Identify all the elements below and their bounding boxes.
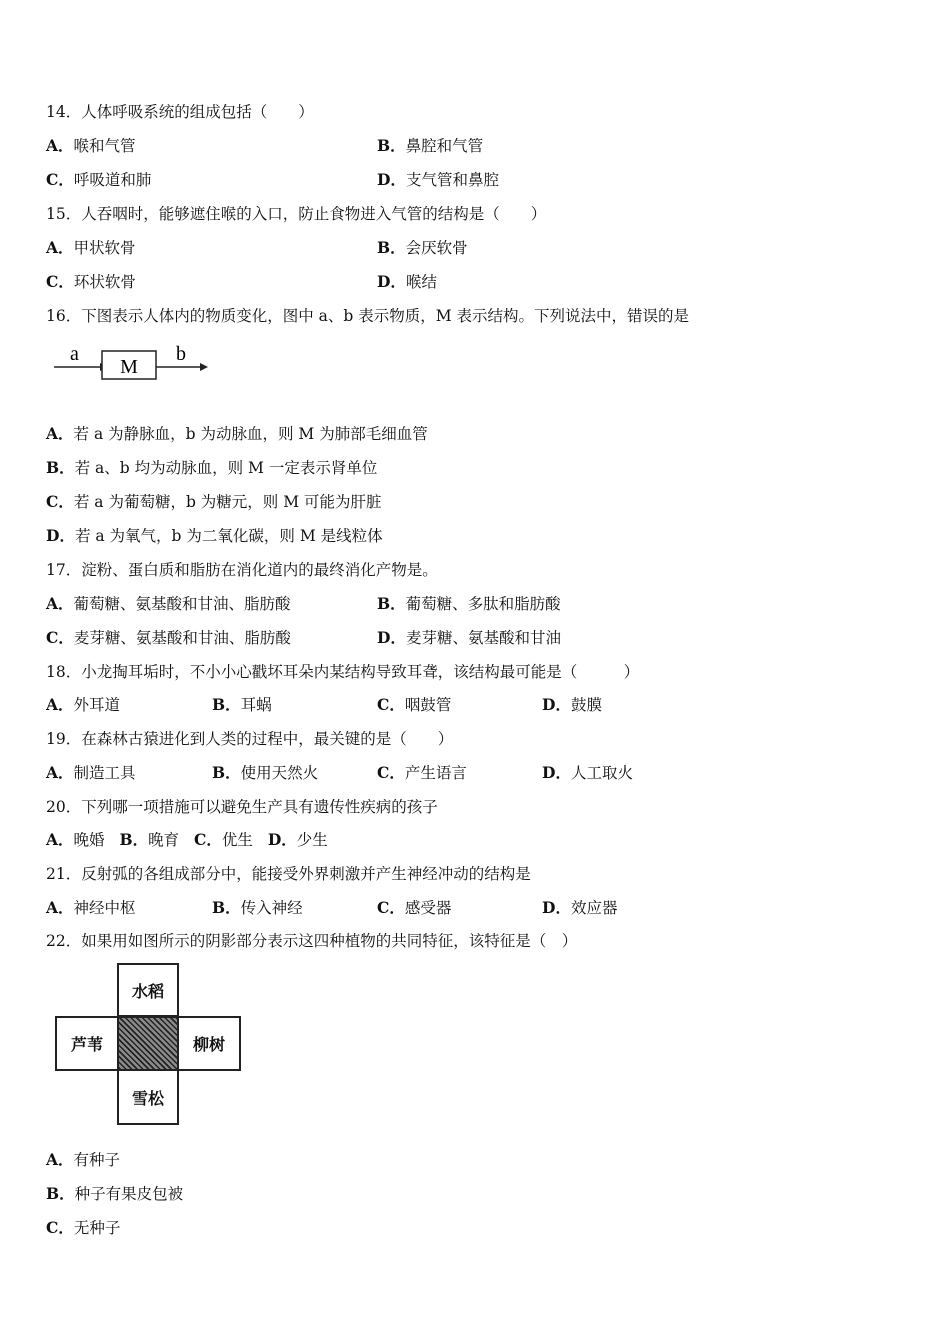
right-box-willow: 柳树 — [177, 1016, 241, 1071]
output-arrow-head — [200, 363, 208, 371]
q19-option-d: D．人工取火 — [542, 763, 633, 782]
q19-option-c: C．产生语言 — [377, 763, 467, 782]
q14-option-c: C．呼吸道和肺 — [46, 170, 152, 189]
material-flow-diagram — [50, 342, 212, 392]
input-label: a — [70, 343, 79, 365]
question-22-stem: 22．如果用如图所示的阴影部分表示这四种植物的共同特征，该特征是（ ） — [46, 932, 578, 950]
q21-option-d: D．效应器 — [542, 898, 618, 917]
question-20-stem: 20．下列哪一项措施可以避免生产具有遗传性疾病的孩子 — [46, 798, 438, 816]
q17-option-c: C．麦芽糖、氨基酸和甘油、脂肪酸 — [46, 628, 291, 647]
q14-option-a: A．喉和气管 — [46, 136, 136, 155]
question-16-stem: 16．下图表示人体内的物质变化，图中 a、b 表示物质，M 表示结构。下列说法中，错误的是 — [46, 307, 690, 325]
q19-option-a: A．制造工具 — [46, 763, 136, 782]
output-label: b — [176, 343, 186, 365]
top-box-rice: 水稻 — [117, 963, 179, 1017]
q20-option-c: C．优生 — [194, 830, 253, 849]
q18-option-c: C．咽鼓管 — [377, 695, 452, 714]
q22-option-c: C．无种子 — [46, 1218, 121, 1237]
question-18-stem: 18．小龙掏耳垢时，不小小心戳坏耳朵内某结构导致耳聋，该结构最可能是（ ） — [46, 663, 640, 681]
bottom-box-cedar: 雪松 — [117, 1069, 179, 1125]
q17-option-b: B．葡萄糖、多肽和脂肪酸 — [377, 594, 561, 613]
structure-m-label: M — [120, 356, 138, 378]
plant-cross-diagram — [55, 963, 241, 1125]
q16-option-a: A．若 a 为静脉血，b 为动脉血，则 M 为肺部毛细血管 — [46, 424, 428, 443]
q14-option-b: B．鼻腔和气管 — [377, 136, 484, 155]
q21-option-a: A．神经中枢 — [46, 898, 136, 917]
q18-option-a: A．外耳道 — [46, 695, 121, 714]
q18-option-b: B．耳蜗 — [212, 695, 272, 714]
question-19-stem: 19．在森林古猿进化到人类的过程中，最关键的是（ ） — [46, 730, 454, 748]
q17-option-d: D．麦芽糖、氨基酸和甘油 — [377, 628, 561, 647]
q17-option-a: A．葡萄糖、氨基酸和甘油、脂肪酸 — [46, 594, 291, 613]
q15-option-d: D．喉结 — [377, 272, 437, 291]
q16-option-d: D．若 a 为氧气，b 为二氧化碳，则 M 是线粒体 — [46, 526, 383, 545]
q19-option-b: B．使用天然火 — [212, 763, 319, 782]
q16-option-c: C．若 a 为葡萄糖，b 为糖元，则 M 可能为肝脏 — [46, 492, 382, 511]
q15-option-a: A．甲状软骨 — [46, 238, 136, 257]
q22-option-a: A．有种子 — [46, 1150, 121, 1169]
q20-option-d: D．少生 — [267, 830, 328, 849]
question-17-stem: 17．淀粉、蛋白质和脂肪在消化道内的最终消化产物是。 — [46, 561, 438, 579]
question-21-stem: 21．反射弧的各组成部分中，能接受外界刺激并产生神经冲动的结构是 — [46, 865, 531, 883]
shaded-common-area — [117, 1016, 179, 1071]
q21-option-c: C．感受器 — [377, 898, 452, 917]
q18-option-d: D．鼓膜 — [542, 695, 602, 714]
q20-option-b: B．晚育 — [119, 830, 180, 849]
q14-option-d: D．支气管和鼻腔 — [377, 170, 499, 189]
left-box-reed: 芦苇 — [55, 1016, 119, 1071]
q20-options-row — [46, 830, 328, 850]
question-15-stem: 15．人吞咽时，能够遮住喉的入口，防止食物进入气管的结构是（ ） — [46, 205, 547, 223]
q15-option-c: C．环状软骨 — [46, 272, 136, 291]
q22-option-b: B．种子有果皮包被 — [46, 1184, 184, 1203]
q20-option-a: A．晚婚 — [46, 830, 105, 849]
q21-option-b: B．传入神经 — [212, 898, 303, 917]
q16-option-b: B．若 a、b 均为动脉血，则 M 一定表示肾单位 — [46, 458, 378, 477]
q15-option-b: B．会厌软骨 — [377, 238, 468, 257]
question-14-stem: 14．人体呼吸系统的组成包括（ ） — [46, 103, 314, 121]
